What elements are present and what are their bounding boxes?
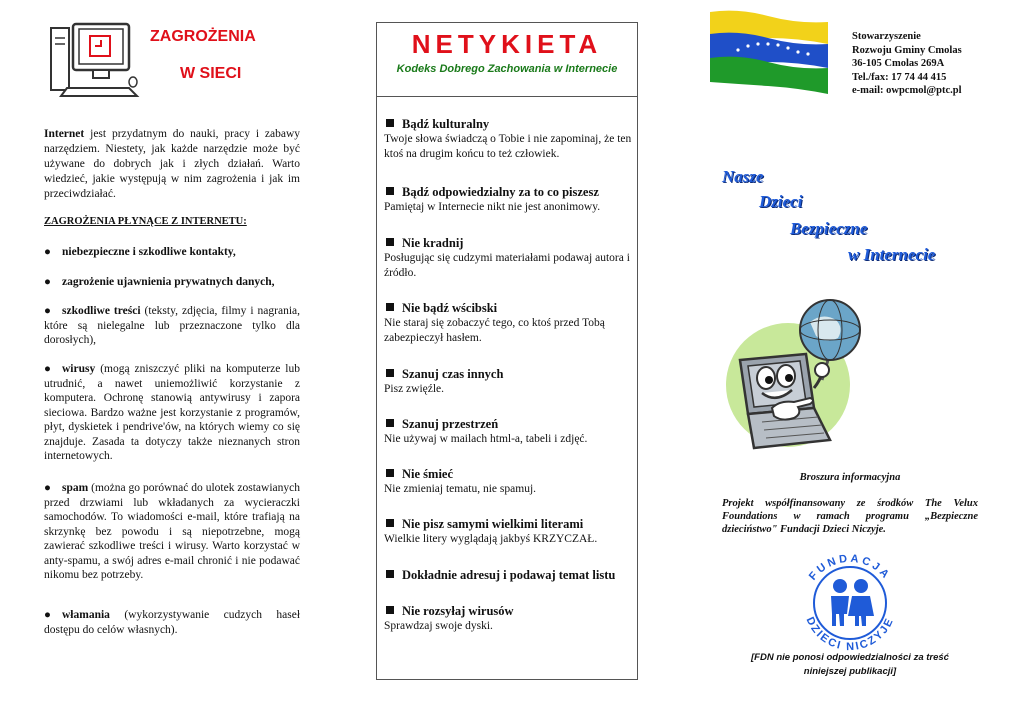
square-bullet-icon [386, 369, 394, 377]
threat-title: zagrożenie ujawnienia prywatnych danych, [62, 276, 275, 288]
rule-title: Szanuj przestrzeń [402, 417, 499, 431]
threat-item [44, 608, 300, 637]
rule-title: Nie kradnij [402, 236, 464, 250]
threats-heading: ZAGROŻENIA PŁYNĄCE Z INTERNETU: [44, 216, 247, 227]
threat-title: włamania [62, 609, 110, 621]
slogan-line: Bezpieczne [790, 219, 868, 238]
intro-bold: Internet [44, 128, 85, 140]
rule-title: Nie pisz samymi wielkimi literami [402, 517, 584, 531]
rule-desc: Nie staraj się zobaczyć tego, co ktoś przed Tobą zabezpieczył hasłem. [384, 317, 605, 344]
organization-address [852, 30, 962, 98]
org-email[interactable]: e-mail: owpcmol@ptc.pl [852, 85, 962, 96]
threat-item [44, 481, 300, 583]
svg-text:DZIECI NICZYJE [804, 615, 897, 653]
rule-item [384, 185, 632, 215]
rule-item [384, 517, 632, 547]
rule-desc: Twoje słowa świadczą o Tobie i nie zapominaj, że ten ktoś na drugim końcu to też człowiek. [384, 133, 632, 160]
square-bullet-icon [386, 469, 394, 477]
rule-title: Nie śmieć [402, 467, 454, 481]
threat-title: wirusy [62, 363, 96, 375]
netykieta-subtitle: Kodeks Dobrego Zachowania w Internecie [396, 63, 618, 75]
fundacja-dzieci-niczyje-logo [790, 548, 910, 653]
threat-title: spam [62, 482, 89, 494]
slogan-line: w Internecie [848, 245, 936, 264]
square-bullet-icon [386, 303, 394, 311]
logo-text-bottom: DZIECI NICZYJE [803, 615, 897, 653]
threat-text: (wykorzystywanie cudzych haseł dostępu do celów własnych). [44, 609, 301, 636]
rule-title: Dokładnie adresuj i podawaj temat listu [402, 568, 616, 582]
square-bullet-icon [386, 606, 394, 614]
org-line: Rozwoju Gminy Cmolas [852, 44, 962, 56]
bullet: ● [44, 363, 51, 375]
rule-desc: Wielkie litery wyglądają jakbyś KRZYCZAŁ. [384, 533, 598, 545]
square-bullet-icon [386, 519, 394, 527]
threat-item [44, 304, 300, 348]
disclaimer-line1: [FDN nie ponosi odpowiedzialności za treść [751, 652, 949, 663]
rule-title: Bądź odpowiedzialny za to co piszesz [402, 185, 599, 199]
project-funding-text: Projekt współfinansowany ze środków The Velux Foundations w ramach programu „Bezpieczne dzieciństwo" Fundacji Dzieci Niczyje. [722, 498, 978, 535]
rule-title: Nie bądź wścibski [402, 301, 498, 315]
left-title-line2: W SIECI [180, 65, 242, 82]
threat-title: niebezpieczne i szkodliwe kontakty, [62, 246, 236, 258]
square-bullet-icon [386, 570, 394, 578]
rule-desc: Pamiętaj w Internecie nikt nie jest anonimowy. [384, 201, 601, 213]
square-bullet-icon [386, 238, 394, 246]
netykieta-title: NETYKIETA [411, 29, 603, 59]
bullet: ● [44, 276, 51, 288]
org-line: Tel./fax: 17 74 44 415 [852, 71, 947, 83]
square-bullet-icon [386, 419, 394, 427]
computer-illustration [45, 20, 140, 100]
rule-desc: Posługując się cudzymi materiałami podawaj autora i źródło. [384, 252, 630, 279]
logo-text-top: FUNDACJA [806, 552, 894, 583]
square-bullet-icon [386, 187, 394, 195]
bullet: ● [44, 305, 51, 317]
rule-item [384, 236, 632, 281]
laptop-mascot-illustration [718, 290, 868, 460]
threat-text: (teksty, zdjęcia, filmy i nagrania, które są nielegalne lub przeznaczone tylko dla dorosłych), [44, 305, 300, 346]
bullet: ● [44, 482, 51, 494]
flag-illustration [708, 8, 830, 96]
intro-paragraph [44, 127, 300, 202]
threat-item [44, 275, 300, 290]
netykieta-panel [376, 22, 638, 680]
threat-text: (mogą zniszczyć pliki na komputerze lub utrudnić, a nawet uniemożliwić korzystanie z komputera. Ochronę stanowią antywirusy i zapora sieciowa. Bardzo ważne jest korzystanie z programów, płyt, dyskietek i pendrive'ów, na których wiemy co się znajduje. Zasada ta dotyczy także nieznanych stron internetowych. [44, 363, 300, 462]
left-title-line1: ZAGROŻENIA [150, 28, 256, 45]
threat-item [44, 362, 300, 464]
rule-desc: Pisz zwięźle. [384, 383, 445, 395]
intro-text: jest przydatnym do nauki, pracy i zabawy narzędziem. Niestety, jak każde narzędzie może być używane do dobrych jak i złych działań. Warto wiedzieć, jakie występują w nim zagrożenia i jak im przeciwdziałać. [44, 128, 300, 200]
rule-title: Bądź kulturalny [402, 117, 490, 131]
rule-item [384, 604, 632, 634]
rule-item [384, 117, 632, 162]
threat-title: szkodliwe treści [62, 305, 141, 317]
rule-desc: Nie zmieniaj tematu, nie spamuj. [384, 483, 537, 495]
bullet: ● [44, 246, 51, 258]
netykieta-header [377, 23, 637, 97]
rule-item [384, 367, 632, 397]
threat-item [44, 245, 300, 260]
square-bullet-icon [386, 119, 394, 127]
rule-item [384, 467, 632, 497]
slogan-line: Nasze [722, 167, 764, 186]
rule-title: Szanuj czas innych [402, 367, 504, 381]
org-line: 36-105 Cmolas 269A [852, 58, 945, 69]
rule-item [384, 568, 632, 583]
rule-item [384, 417, 632, 447]
slogan-line: Dzieci [759, 192, 803, 211]
disclaimer-line2: niniejszej publikacji] [803, 666, 897, 677]
rule-desc: Sprawdzaj swoje dyski. [384, 620, 493, 632]
rule-desc: Nie używaj w mailach html-a, tabeli i zdjęć. [384, 433, 588, 445]
brochure-label: Broszura informacyjna [799, 472, 901, 483]
rule-item [384, 301, 632, 346]
threat-text: (można go porównać do ulotek zostawianych przed drzwiami lub wkładanych za wycieraczki samochodów. To wiadomości e-mail, które trafiają na skrzynkę bez powodu i są niepotrzebne, mogą zawierać szkodliwe treści i wirusy. Warto korzystać w anty-spamu, a swój adres e-mail chronić i nie podawać nikomu bez potrzeby. [44, 482, 300, 581]
org-line: Stowarzyszenie [852, 31, 921, 42]
bullet: ● [44, 609, 51, 621]
rule-title: Nie rozsyłaj wirusów [402, 604, 514, 618]
